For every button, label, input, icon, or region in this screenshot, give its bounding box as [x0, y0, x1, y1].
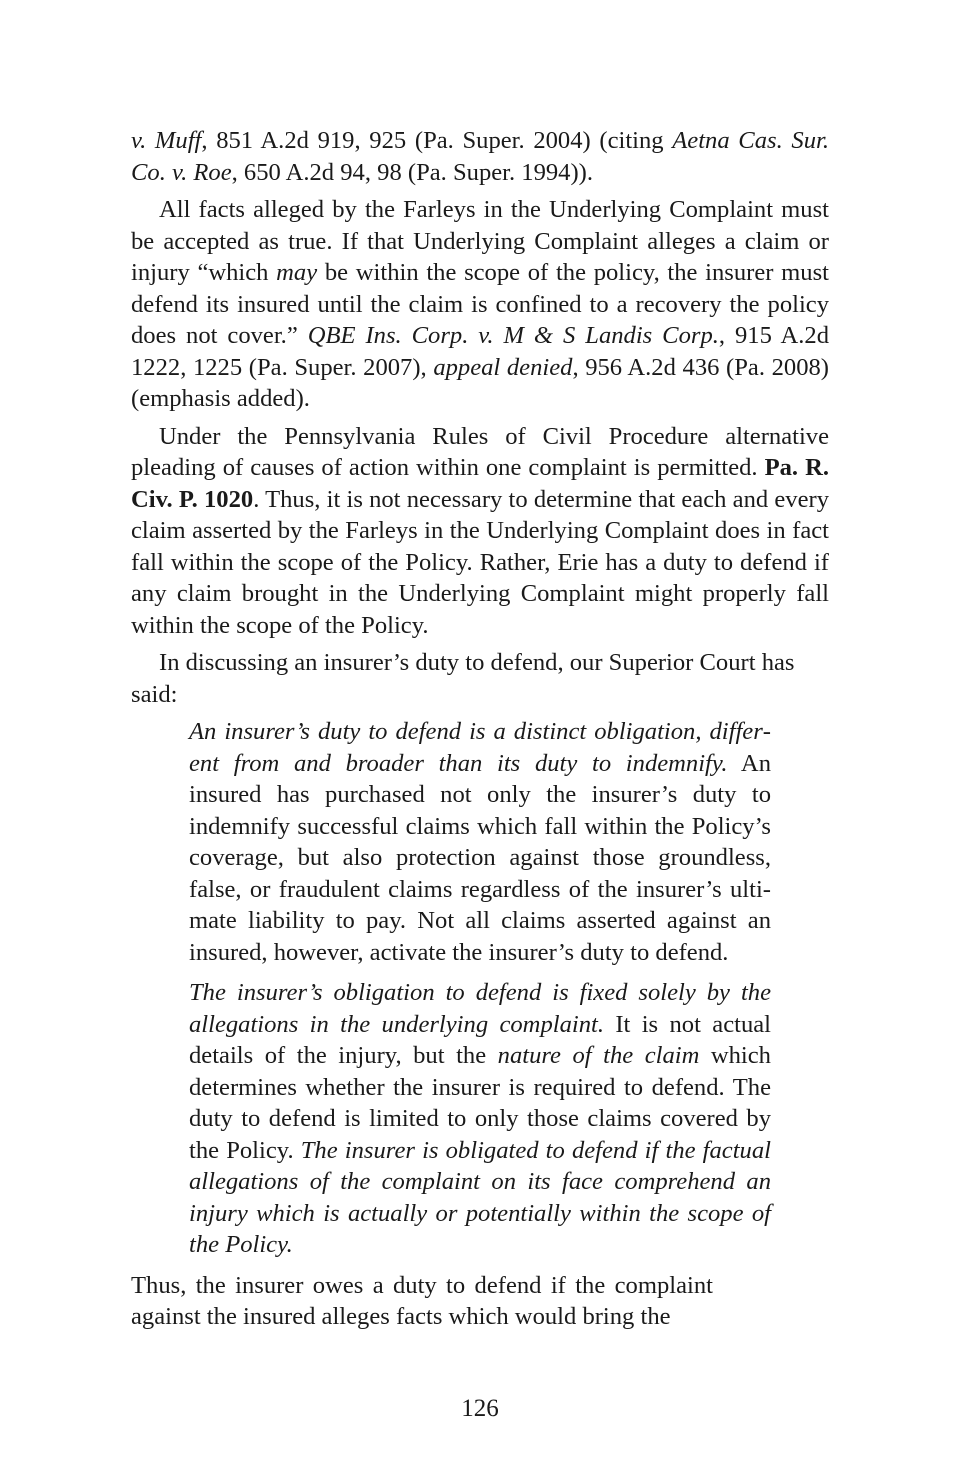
quote-paragraph-obligation: The insurer’s obligation to defend is fixed solely by the allegations in the underlying complaint. It is not actual details of the injury, but the nature of the claim which determines whether the insurer is required to defend. The duty to defend is limited to only those claims covered by the Policy. The insurer is obligated to defend if the factual allegations of the complaint on its face comprehend an injury which is actually or potentially within the scope of the Policy.: [189, 979, 771, 1258]
block-quote: [189, 716, 771, 1261]
alternative-pleading-paragraph: Under the Pennsylvania Rules of Civil Procedure alternative pleading of causes of action within one complaint is permitted. Pa. R. Civ. P. 1020. Thus, it is not necessary to determine that each and every claim asserted by the Farleys in the Underlying Complaint does in fact fall within the scope of the Policy. Rather, Erie has a duty to defend if any claim brought in the Underlying Complaint might properly fall within the scope of the Policy.: [131, 422, 830, 639]
document-page: [131, 125, 829, 1339]
page-number: 126: [461, 1395, 499, 1422]
quote-paragraph-duty-to-defend: An insurer’s duty to defend is a distinct obligation, different from and broader than its duty to indemnify. An insured has purchased not only the insurer’s duty to indemnify successful claims which fall within the Policy’s coverage, but also protection against those groundless, false, or fraudulent claims regardless of the insurer’s ultimate liability to pay. Not all claims asserted against an insured, however, activate the insurer’s duty to defend.: [189, 718, 771, 966]
citation-continuation-paragraph: v. Muff, 851 A.2d 919, 925 (Pa. Super. 2004) (citing Aetna Cas. Sur. Co. v. Roe, 650 A.2d 94, 98 (Pa. Super. 1994)).: [131, 127, 829, 186]
facts-accepted-paragraph: All facts alleged by the Farleys in the Underlying Complaint must be accepted as true. If that Underlying Complaint alleges a claim or injury “which may be within the scope of the policy, the insurer must defend its insured until the claim is confined to a recovery the policy does not cover.” QBE Ins. Corp. v. M & S Landis Corp., 915 A.2d 1222, 1225 (Pa. Super. 2007), appeal denied, 956 A.2d 436 (Pa. 2008) (emphasis added).: [131, 196, 829, 412]
quote-continuation-paragraph: Thus, the insurer owes a duty to defend if the complaint against the insured alleges facts which would bring the: [131, 1271, 713, 1330]
superior-court-intro-paragraph: In discussing an insurer’s duty to defend, our Superior Court has said:: [131, 649, 795, 708]
